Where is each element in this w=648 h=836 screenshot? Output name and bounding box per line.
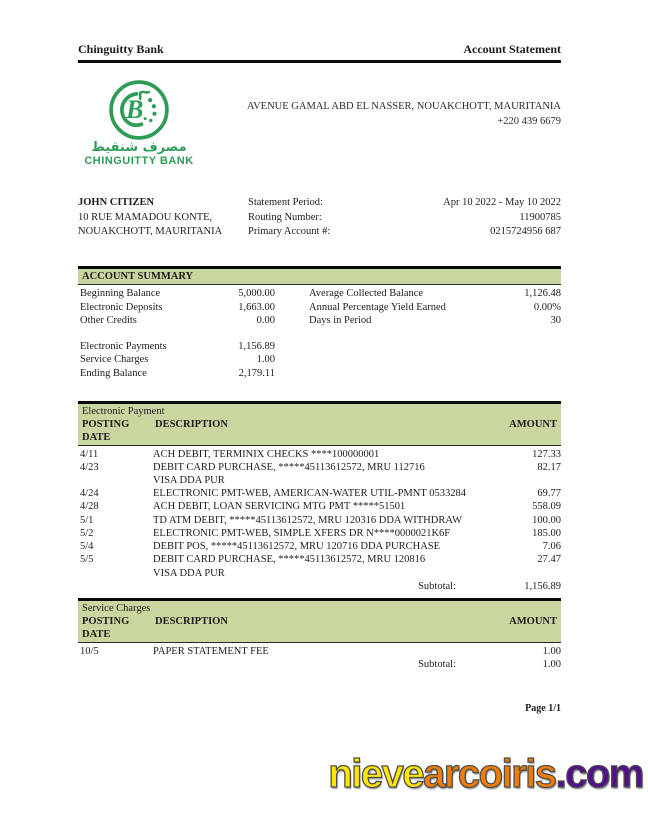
bank-address: AVENUE GAMAL ABD EL NASSER, NOUAKCHOTT, MAURITANIA: [246, 101, 561, 112]
description-cell: ACH DEBIT, LOAN SERVICING MTG PMT *****51501: [153, 501, 406, 513]
account-summary-header: ACCOUNT SUMMARY: [78, 266, 561, 285]
posting-date-cell: 5/4: [80, 541, 94, 553]
primary-account-label: Primary Account #:: [248, 226, 331, 238]
summary-label: Other Credits: [80, 315, 137, 327]
watermark-part2: arcoiris: [423, 752, 556, 796]
amount-cell: 69.77: [537, 488, 561, 500]
account-summary-section: [78, 266, 561, 381]
column-headers: [82, 418, 557, 444]
posting-date-cell: 5/5: [80, 554, 94, 566]
summary-value: 0.00: [256, 315, 275, 327]
summary-label: Electronic Deposits: [80, 301, 163, 313]
posting-date-cell: 4/24: [80, 488, 99, 500]
customer-address-line2: NOUAKCHOTT, MAURITANIA: [78, 226, 223, 238]
amount-cell: 7.06: [542, 541, 561, 553]
table-row: [80, 645, 561, 658]
summary-row: [80, 287, 561, 301]
description-cell: ACH DEBIT, TERMINIX CHECKS ****100000001: [153, 448, 380, 460]
posting-date-cell: 10/5: [80, 645, 99, 657]
table-row: [80, 448, 561, 461]
amount-cell: 82.17: [537, 461, 561, 473]
summary-row: [80, 367, 561, 381]
subtotal-value: 1.00: [542, 659, 561, 671]
primary-account-value: 0215724956 687: [490, 226, 561, 238]
statement-period-label: Statement Period:: [248, 197, 323, 208]
description-cell: DEBIT CARD PURCHASE, *****45113612572, MRU 112716 VISA DDA PUR: [153, 461, 425, 487]
amount-column: AMOUNT: [509, 615, 557, 627]
posting-date-column: POSTING DATE: [82, 615, 130, 640]
table-row: [80, 527, 561, 540]
service-charges-section: [78, 598, 561, 671]
description-cell: DEBIT CARD PURCHASE, *****45113612572, MRU 120816 VISA DDA PUR: [153, 554, 426, 579]
summary-value: 0.00%: [533, 301, 561, 313]
statement-info-values: [396, 196, 561, 240]
summary-row: [80, 340, 561, 354]
bank-title: Chinguitty Bank: [78, 42, 164, 56]
summary-row: [80, 314, 561, 328]
subtotal-row: [80, 658, 561, 671]
column-headers: [82, 615, 557, 641]
description-cell: ELECTRONIC PMT-WEB, AMERICAN-WATER UTIL-PMNT 0533284: [153, 488, 466, 500]
amount-cell: 558.09: [532, 501, 561, 513]
watermark: [328, 752, 643, 797]
summary-label: Service Charges: [80, 354, 149, 366]
table-row: [80, 500, 561, 513]
posting-date-cell: 4/28: [80, 501, 99, 513]
amount-cell: 185.00: [532, 527, 561, 539]
summary-value: 1.00: [256, 354, 275, 366]
customer-meta-row: [78, 196, 561, 240]
summary-row: [80, 353, 561, 367]
bank-logo-block: [78, 79, 200, 168]
routing-number-value: 11900785: [519, 211, 561, 223]
watermark-part1: nieve: [328, 752, 424, 796]
customer-address-block: [78, 196, 248, 240]
service-charges-table: [78, 643, 561, 671]
electronic-payment-header: [78, 401, 561, 446]
service-charges-header: [78, 598, 561, 643]
posting-date-cell: 5/2: [80, 527, 94, 539]
amount-cell: 100.00: [532, 514, 561, 526]
summary-label: Beginning Balance: [80, 288, 161, 300]
summary-value: 1,156.89: [238, 340, 275, 352]
amount-cell: 127.33: [532, 448, 561, 460]
description-cell: TD ATM DEBIT, *****45113612572, MRU 120316 DDA WITHDRAW: [153, 514, 462, 526]
electronic-payment-section: [78, 401, 561, 593]
summary-value: 1,663.00: [238, 301, 275, 313]
summary-label: Average Collected Balance: [309, 288, 424, 300]
account-summary-table: [78, 285, 561, 381]
summary-value: 1,126.48: [524, 288, 561, 300]
amount-cell: 27.47: [537, 554, 561, 566]
bank-name-label: CHINGUITTY BANK: [84, 155, 194, 167]
watermark-part3: .com: [555, 752, 643, 796]
bank-arabic-name: مصرف شنقيط: [91, 140, 187, 155]
description-column: DESCRIPTION: [155, 615, 228, 627]
description-column: DESCRIPTION: [155, 418, 228, 430]
table-row: [80, 487, 561, 500]
summary-label: Annual Percentage Yield Earned: [309, 301, 446, 313]
summary-value: 30: [550, 315, 561, 327]
posting-date-column: POSTING DATE: [82, 418, 130, 443]
summary-value: 2,179.11: [238, 368, 275, 380]
description-cell: PAPER STATEMENT FEE: [153, 645, 269, 657]
statement-info-labels: [248, 196, 396, 240]
summary-label: Ending Balance: [80, 368, 147, 380]
bank-phone: +220 439 6679: [497, 116, 561, 127]
summary-row: [80, 301, 561, 315]
table-row: [80, 461, 561, 487]
statement-content: [78, 42, 561, 714]
table-row: [80, 514, 561, 527]
routing-number-label: Routing Number:: [248, 211, 322, 223]
description-cell: ELECTRONIC PMT-WEB, SIMPLE XFERS DR N****0000021K6F: [153, 527, 451, 539]
electronic-payment-table: [78, 446, 561, 593]
summary-value: 5,000.00: [238, 288, 275, 300]
section-title: Service Charges: [82, 602, 151, 614]
description-cell: DEBIT POS, *****45113612572, MRU 120716 DDA PURCHASE: [153, 541, 441, 553]
posting-date-cell: 4/11: [80, 448, 99, 460]
bank-identity-row: [78, 79, 561, 168]
summary-label: Electronic Payments: [80, 340, 167, 352]
document-header: [78, 42, 561, 63]
customer-name: JOHN CITIZEN: [78, 197, 155, 208]
bank-logo-icon: [108, 79, 170, 141]
posting-date-cell: 5/1: [80, 514, 94, 526]
subtotal-label: Subtotal:: [418, 580, 456, 592]
posting-date-cell: 4/23: [80, 461, 99, 473]
subtotal-value: 1,156.89: [524, 580, 561, 592]
table-row: [80, 553, 561, 579]
amount-column: AMOUNT: [509, 418, 557, 430]
summary-label: Days in Period: [309, 315, 372, 327]
page-number: Page 1/1: [525, 703, 561, 715]
section-title: Electronic Payment: [82, 405, 165, 417]
bank-address-block: [247, 99, 561, 168]
document-type-title: Account Statement: [463, 42, 561, 56]
svg-text:B: B: [125, 95, 144, 125]
subtotal-row: [80, 580, 561, 593]
table-row: [80, 540, 561, 553]
subtotal-label: Subtotal:: [418, 659, 456, 671]
amount-cell: 1.00: [542, 645, 561, 657]
statement-period-value: Apr 10 2022 - May 10 2022: [443, 197, 561, 208]
customer-address-line1: 10 RUE MAMADOU KONTE,: [78, 211, 213, 223]
